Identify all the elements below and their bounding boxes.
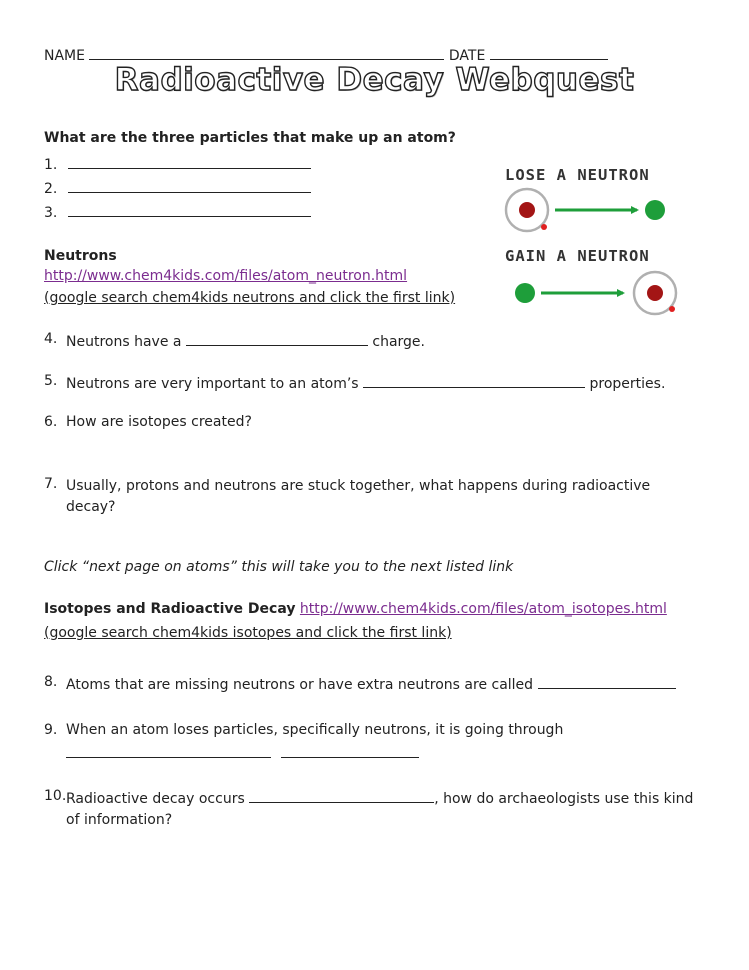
q5-after: properties. xyxy=(589,376,666,392)
q10-answer-line[interactable] xyxy=(249,788,434,803)
q9-answer-lines xyxy=(66,743,419,762)
q9-text: When an atom loses particles, specifically neutrons, it is going through xyxy=(66,722,564,738)
date-field[interactable] xyxy=(490,45,608,60)
q4-text xyxy=(66,331,425,350)
lose-neutron-label: LOSE A NEUTRON xyxy=(505,166,650,184)
isotopes-row xyxy=(44,601,667,617)
q8-answer-line[interactable] xyxy=(538,674,676,689)
isotopes-link[interactable]: http://www.chem4kids.com/files/atom_isotopes.html xyxy=(299,601,667,617)
electron xyxy=(541,224,547,230)
q5-text xyxy=(66,373,665,392)
q4-after: charge. xyxy=(372,334,425,350)
answer-number: 3. xyxy=(44,205,58,221)
answer-line[interactable] xyxy=(68,154,311,169)
q8-question: Atoms that are missing neutrons or have extra neutrons are called xyxy=(66,677,534,693)
q5-number: 5. xyxy=(44,373,58,389)
q4-number: 4. xyxy=(44,331,58,347)
lose-atom xyxy=(506,189,548,231)
q5-before: Neutrons are very important to an atom’s xyxy=(66,376,359,392)
q10-text xyxy=(66,788,711,831)
q4-answer-line[interactable] xyxy=(186,331,368,346)
particle-answer-3 xyxy=(44,202,311,221)
q6-number: 6. xyxy=(44,414,58,430)
neutrons-heading: Neutrons xyxy=(44,248,117,264)
answer-number: 2. xyxy=(44,181,58,197)
q10-after: , how do archaeologists use this kind of information? xyxy=(66,791,694,828)
next-page-instruction: Click “next page on atoms” this will take you to the next listed link xyxy=(44,559,514,575)
particles-question: What are the three particles that make up an atom? xyxy=(44,130,456,146)
gain-neutron-label: GAIN A NEUTRON xyxy=(505,247,650,265)
free-neutron-in xyxy=(515,283,535,303)
gain-atom xyxy=(634,272,676,314)
q7-text: Usually, protons and neutrons are stuck together, what happens during radioactive decay? xyxy=(66,478,651,515)
isotopes-hint: (google search chem4kids isotopes and click the first link) xyxy=(44,625,452,641)
q10-before: Radioactive decay occurs xyxy=(66,791,245,807)
neutrons-hint: (google search chem4kids neutrons and click the first link) xyxy=(44,290,456,306)
q7-number: 7. xyxy=(44,476,58,492)
answer-number: 1. xyxy=(44,157,58,173)
neutron-diagram xyxy=(495,158,695,323)
page-title: Radioactive Decay Webquest xyxy=(114,62,635,98)
q9-answer-line-2[interactable] xyxy=(281,743,419,758)
date-label: DATE xyxy=(448,48,486,64)
particle-answer-2 xyxy=(44,178,311,197)
answer-line[interactable] xyxy=(68,202,311,217)
particle-answer-1 xyxy=(44,154,311,173)
q9-number: 9. xyxy=(44,722,58,738)
q9-answer-line-1[interactable] xyxy=(66,743,271,758)
name-label: NAME xyxy=(44,48,85,64)
isotopes-heading: Isotopes and Radioactive Decay xyxy=(44,601,296,617)
q4-before: Neutrons have a xyxy=(66,334,182,350)
name-field[interactable] xyxy=(89,45,444,60)
nucleus xyxy=(647,285,663,301)
electron xyxy=(669,306,675,312)
q8-text xyxy=(66,674,676,693)
q6-text: How are isotopes created? xyxy=(66,414,252,430)
nucleus xyxy=(519,202,535,218)
q5-answer-line[interactable] xyxy=(363,373,585,388)
answer-line[interactable] xyxy=(68,178,311,193)
q10-number: 10. xyxy=(44,788,67,804)
q8-number: 8. xyxy=(44,674,58,690)
neutrons-link[interactable]: http://www.chem4kids.com/files/atom_neutron.html xyxy=(44,268,408,284)
free-neutron-out xyxy=(645,200,665,220)
